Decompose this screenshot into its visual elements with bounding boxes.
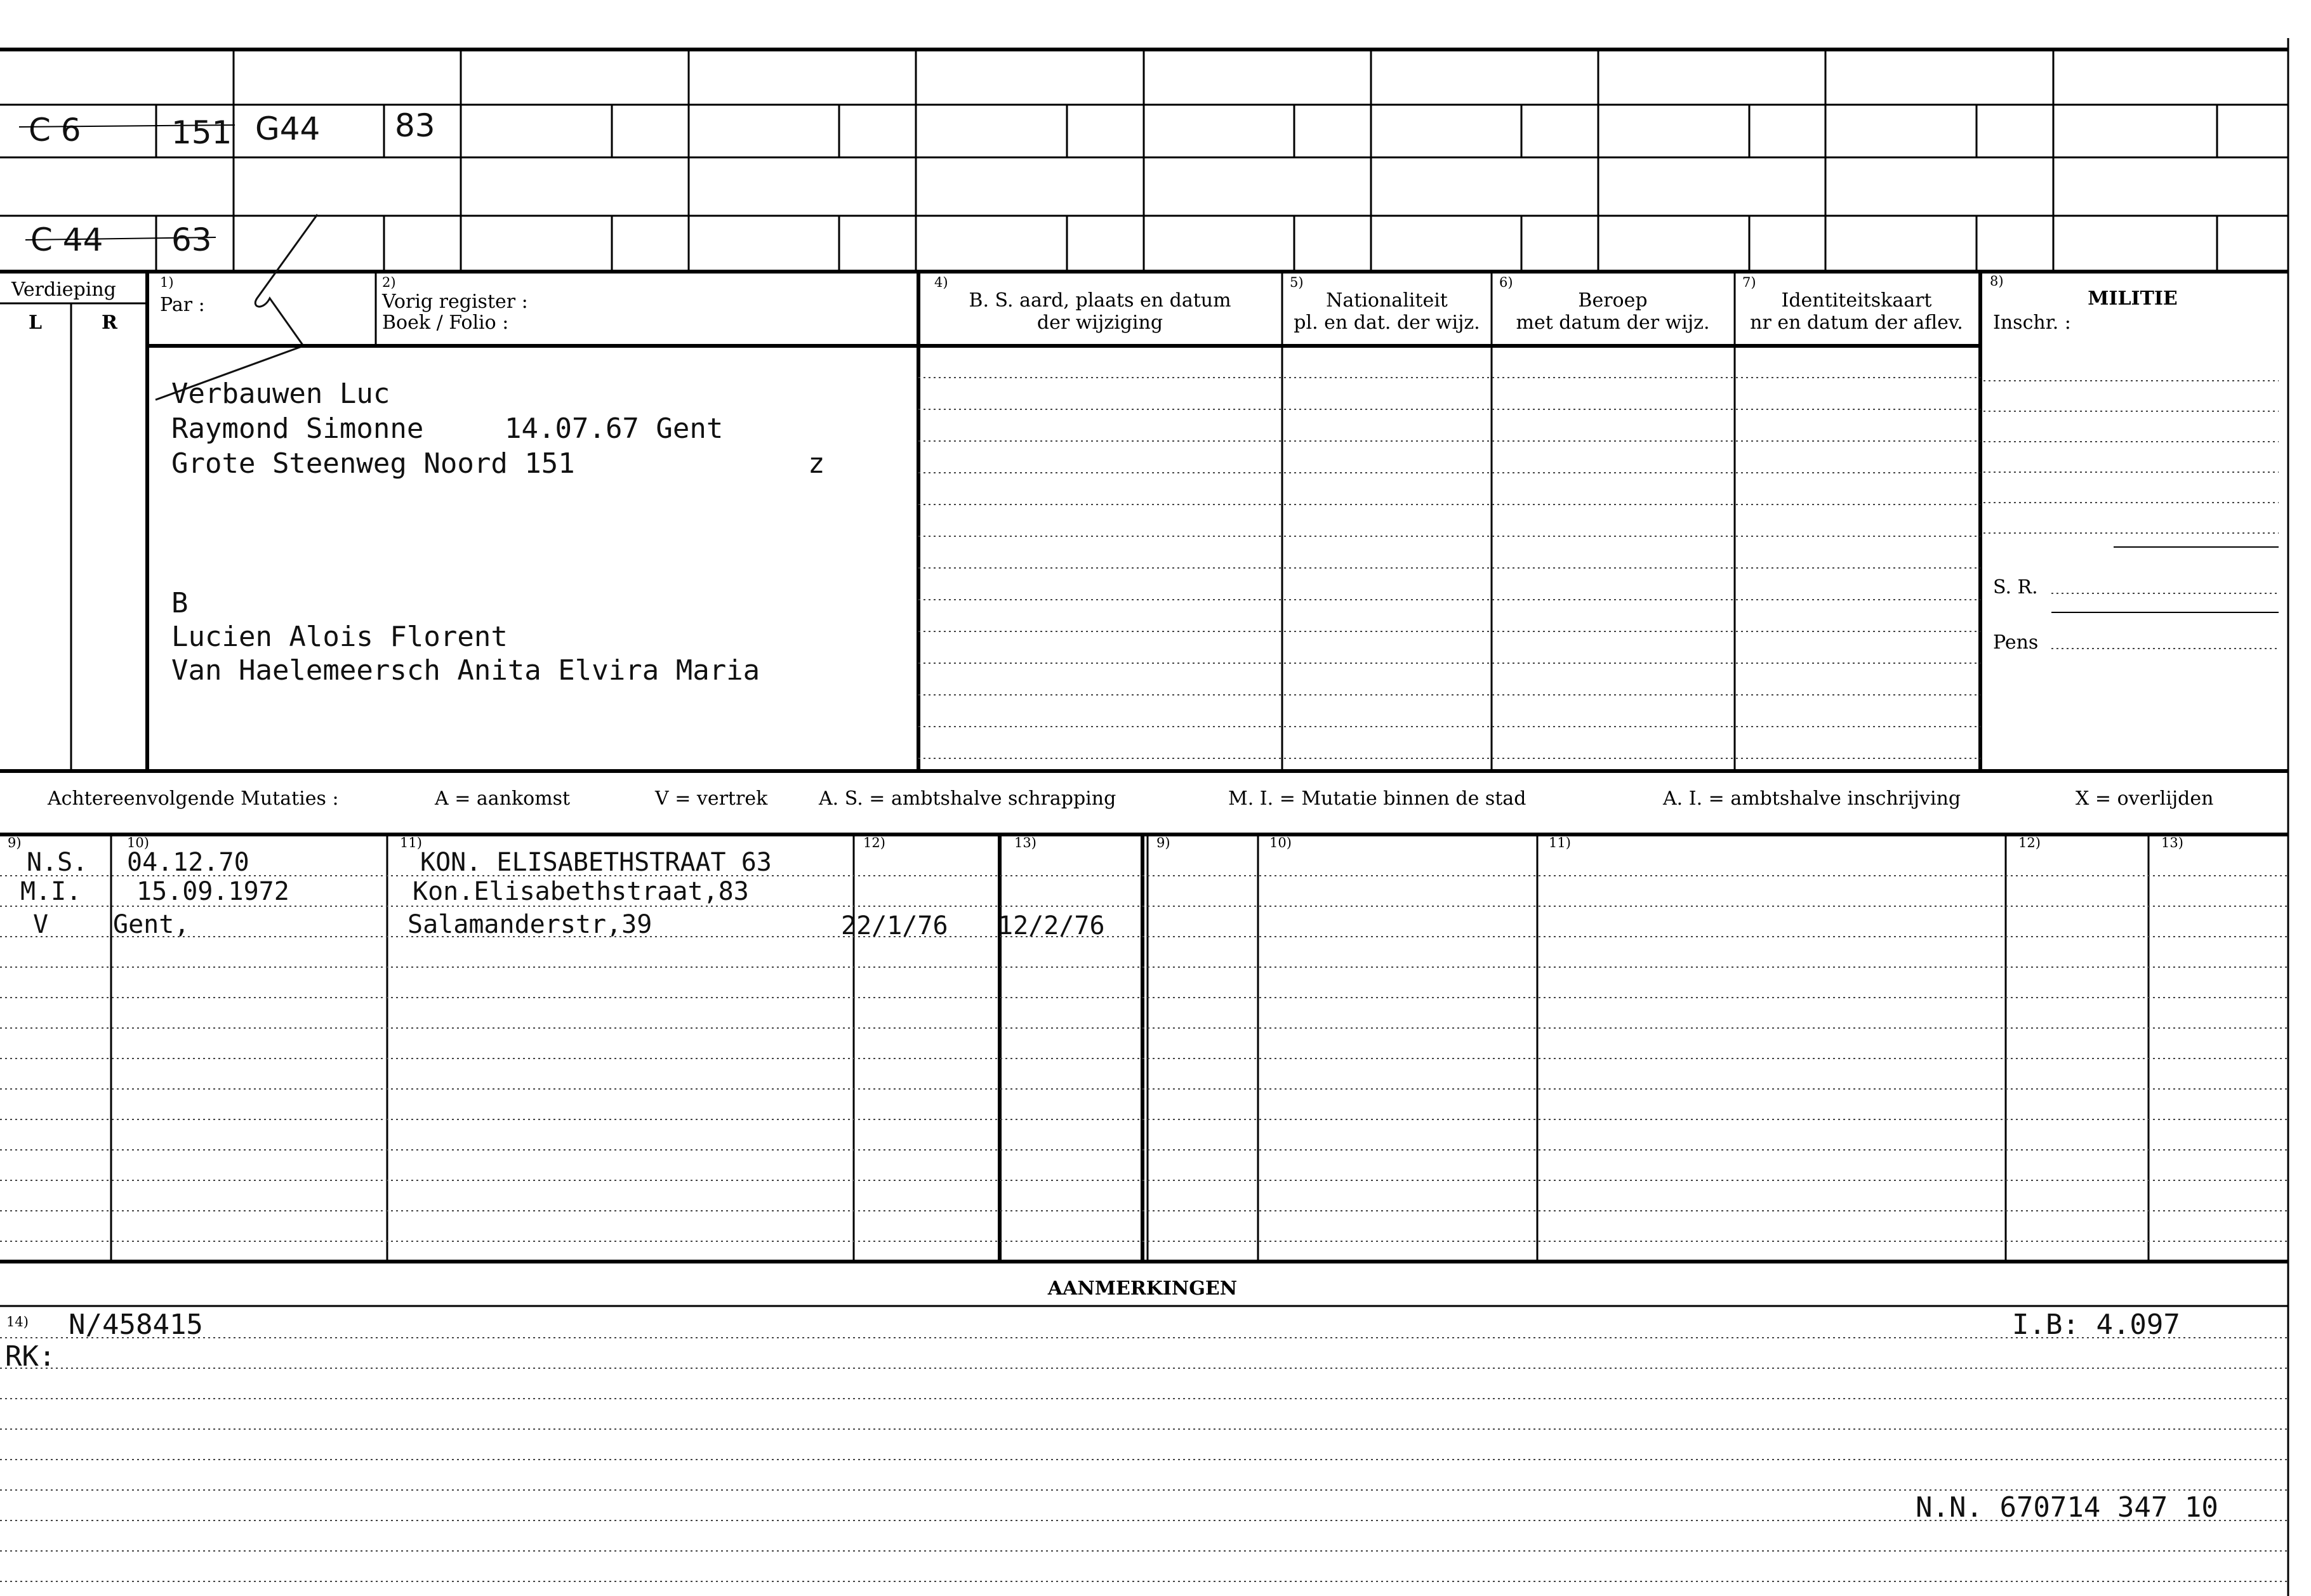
mut1-type: N.S. <box>27 848 88 877</box>
vorig-label-1: Vorig register : <box>382 291 528 313</box>
mut3-date-13: 12/2/76 <box>998 911 1105 940</box>
household-line-1: Verbauwen Luc <box>171 378 390 410</box>
ber-label-2: met datum der wijz. <box>1516 312 1710 334</box>
code-r3-c1: C 44 <box>30 221 103 258</box>
mutation-column-number: 12) <box>863 835 885 850</box>
vorig-num: 2) <box>382 275 396 290</box>
militie-label: MILITIE <box>2088 287 2178 310</box>
vorig-label-2: Boek / Folio : <box>382 312 509 334</box>
code-r1-c1: C 6 <box>29 112 81 148</box>
nat-num: 5) <box>1290 275 1304 290</box>
mutation-column-number: 10) <box>1269 835 1292 850</box>
mutation-column-number: 11) <box>1549 835 1571 850</box>
ber-num: 6) <box>1499 275 1513 290</box>
mutations-legend <box>47 788 2213 810</box>
mutation-column-number: 11) <box>400 835 422 850</box>
nat-label-1: Nationaliteit <box>1326 289 1448 312</box>
rk-label: RK: <box>5 1340 56 1373</box>
code-r1-c3: G44 <box>255 110 321 147</box>
remarks-num: 14) <box>6 1314 29 1329</box>
mutations-grid <box>0 834 2288 1262</box>
pens-label: Pens <box>1993 631 2039 654</box>
household-line-4: B <box>171 587 189 619</box>
code-values <box>19 107 435 400</box>
mut2-date: 15.09.1972 <box>136 877 289 906</box>
verdieping-label: Verdieping <box>11 279 116 301</box>
national-number: N/458415 <box>69 1309 203 1341</box>
code-r1-c4: 83 <box>395 107 435 144</box>
mutation-column-numbers <box>8 835 2183 850</box>
mut2-type: M.I. <box>20 877 82 906</box>
mutation-column-number: 9) <box>8 835 22 850</box>
household-line-3: Grote Steenweg Noord 151 <box>171 447 575 480</box>
legend-v: V = vertrek <box>655 788 768 810</box>
mutation-column-number: 12) <box>2018 835 2041 850</box>
mut1-addr: KON. ELISABETHSTRAAT 63 <box>420 848 772 877</box>
legend-a: A = aankomst <box>435 788 571 810</box>
id-num: 7) <box>1742 275 1756 290</box>
mut3-type: V <box>33 910 49 939</box>
mut3-addr: Salamanderstr,39 <box>407 910 652 939</box>
ber-label-1: Beroep <box>1578 289 1648 312</box>
ruled-lines <box>918 378 2279 758</box>
bs-num: 4) <box>934 275 948 290</box>
legend-x: X = overlijden <box>2076 788 2214 810</box>
par-num: 1) <box>160 275 174 290</box>
mut3-date: Gent, <box>113 910 190 939</box>
household-entry <box>171 378 825 687</box>
mut1-date: 04.12.70 <box>127 848 249 877</box>
header-grid <box>0 272 2288 771</box>
mut3-date-12: 22/1/76 <box>841 911 948 940</box>
legend-title: Achtereenvolgende Mutaties : <box>48 788 339 810</box>
household-line-2: Raymond Simonne <box>171 412 424 445</box>
remarks-title: AANMERKINGEN <box>1047 1277 1238 1300</box>
remarks-section <box>0 1277 2288 1581</box>
mutation-column-number: 13) <box>2161 835 2183 850</box>
id-label-1: Identiteitskaart <box>1781 289 1932 312</box>
household-line-6: Van Haelemeersch Anita Elvira Maria <box>171 654 760 687</box>
col-l-label: L <box>29 312 43 334</box>
mutation-rows <box>20 848 1105 940</box>
code-r3-c2: 63 <box>171 221 212 258</box>
code-r1-c2: 151 <box>171 114 232 151</box>
household-mark: z <box>808 447 825 480</box>
nat-label-2: pl. en dat. der wijz. <box>1294 312 1480 334</box>
household-line-5: Lucien Alois Florent <box>171 621 508 653</box>
mut2-addr: Kon.Elisabethstraat,83 <box>413 877 749 906</box>
nn-value: N.N. 670714 347 10 <box>1916 1491 2218 1524</box>
code-grid <box>0 38 2288 1596</box>
ib-value: I.B: 4.097 <box>2012 1309 2180 1341</box>
mutation-column-number: 9) <box>1156 835 1170 850</box>
par-label: Par : <box>160 294 205 316</box>
legend-as: A. S. = ambtshalve schrapping <box>819 788 1116 810</box>
col-r-label: R <box>102 312 117 334</box>
mutation-column-number: 10) <box>127 835 149 850</box>
legend-ai: A. I. = ambtshalve inschrijving <box>1663 788 1961 810</box>
sr-label: S. R. <box>1993 576 2038 598</box>
inschr-label: Inschr. : <box>1993 312 2071 334</box>
legend-mi: M. I. = Mutatie binnen de stad <box>1228 788 1526 810</box>
mutation-column-number: 13) <box>1014 835 1036 850</box>
household-birth: 14.07.67 Gent <box>505 412 724 445</box>
mil-num: 8) <box>1990 274 2004 289</box>
id-label-2: nr en datum der aflev. <box>1750 312 1963 334</box>
bs-label-2: der wijziging <box>1036 312 1163 334</box>
bs-label-1: B. S. aard, plaats en datum <box>969 289 1231 312</box>
